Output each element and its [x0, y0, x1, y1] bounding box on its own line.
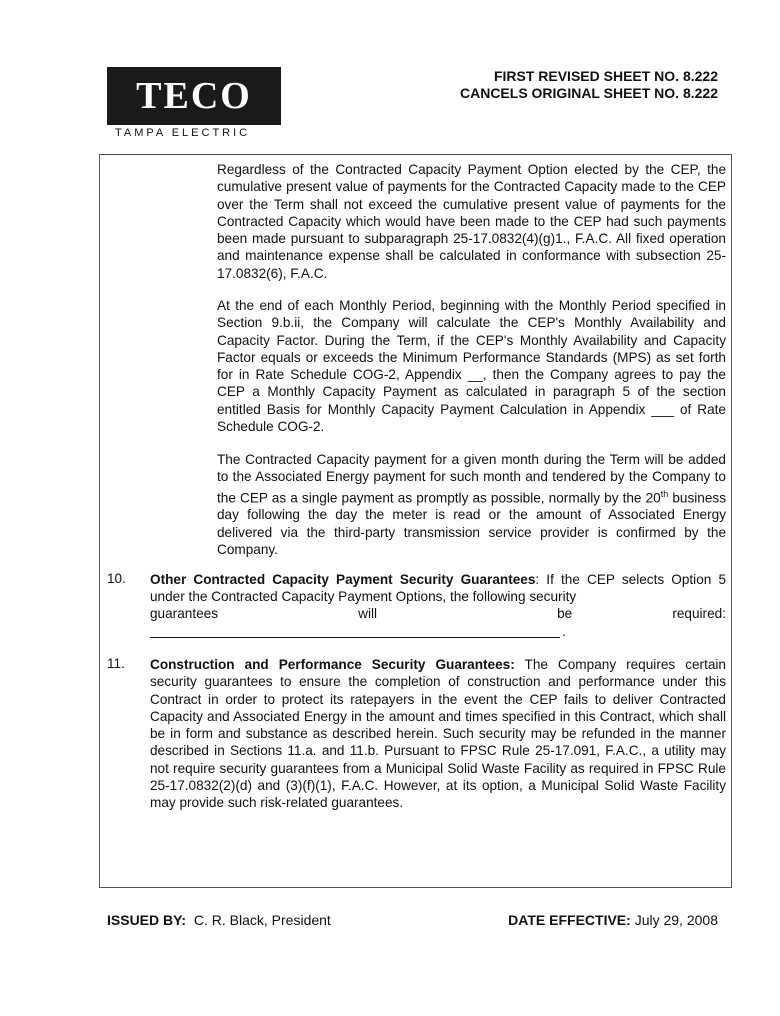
item-10-heading: Other Contracted Capacity Payment Security Guarantees: [150, 572, 536, 587]
paragraph-payment-cap: Regardless of the Contracted Capacity Payment Option elected by the CEP, the cumulative present value of payments for the Contracted Capacity made to the CEP over the Term shall not exceed the cumulative present value of payments for the Contracted Capacity which would have been made to the CEP had such payments been made pursuant to subparagraph 25-17.0832(4)(g)1., F.A.C. All fixed operation and maintenance expense shall be calculated in conformance with subsection 25-17.0832(6), F.A.C.: [217, 162, 726, 281]
logo-subtitle: TAMPA ELECTRIC: [115, 127, 251, 139]
cancels-sheet-number: CANCELS ORIGINAL SHEET NO. 8.222: [459, 85, 718, 101]
item-11-text: Construction and Performance Security Guarantees: The Company requires certain security guarantees to ensure the completion of construction and performance under this Contract in order to protect its ratepayers in the event the CEP fails to deliver Contracted Capacity and Associated Energy in the amount and times specified in this Contract, which shall be in form and substance as described herein. Such security may be refunded in the manner described in Sections 11.a. and 11.b. Pursuant to FPSC Rule 25-17.091, F.A.C., a utility may not require security guarantees from a Municipal Solid Waste Facility as required in FPSC Rule 25-17.0832(2)(d) and (3)(f)(1), F.A.C. However, at its option, a Municipal Solid Waste Facility may provide such risk-related guarantees.: [150, 657, 726, 811]
paragraph-monthly-period: At the end of each Monthly Period, beginning with the Monthly Period specified in Section 9.b.ii, the Company will calculate the CEP's Monthly Availability and Capacity Factor. During the Term, if the CEP's Monthly Availability and Capacity Factor equals or exceeds the Minimum Performance Standards (MPS) as set forth for in Rate Schedule COG-2, Appendix __, then the Company agrees to pay the CEP a Monthly Capacity Payment as calculated in paragraph 5 of the section entitled Basis for Monthly Capacity Payment Calculation in Appendix ___ of Rate Schedule COG-2.: [217, 298, 726, 435]
sheet-number: FIRST REVISED SHEET NO. 8.222: [493, 68, 718, 84]
paragraph-payment-timing: The Contracted Capacity payment for a given month during the Term will be added to the Associated Energy payment for such month and tendered by the Company to the CEP as a single payment as promptly as possible, normally by the 20th business day following the day the meter is read or the amount of Associated Energy delivered via the third-party transmission service provider is confirmed by the Company.: [217, 452, 726, 558]
fill-in-blank[interactable]: [150, 637, 560, 638]
issued-by: ISSUED BY: C. R. Black, President: [107, 912, 331, 928]
item-11-number: 11.: [107, 656, 125, 671]
item-10-last-line: guarantees will be required:: [150, 606, 726, 621]
company-logo: [107, 67, 281, 125]
blank-period: .: [562, 624, 566, 639]
date-effective: DATE EFFECTIVE: July 29, 2008: [508, 912, 718, 928]
item-10-text: Other Contracted Capacity Payment Security Guarantees: If the CEP selects Option 5 under the Contracted Capacity Payment Options, the following security: [150, 572, 726, 605]
logo-text: TECO: [136, 75, 252, 117]
item-10-number: 10.: [107, 571, 126, 586]
item-11-heading: Construction and Performance Security Guarantees:: [150, 657, 515, 672]
